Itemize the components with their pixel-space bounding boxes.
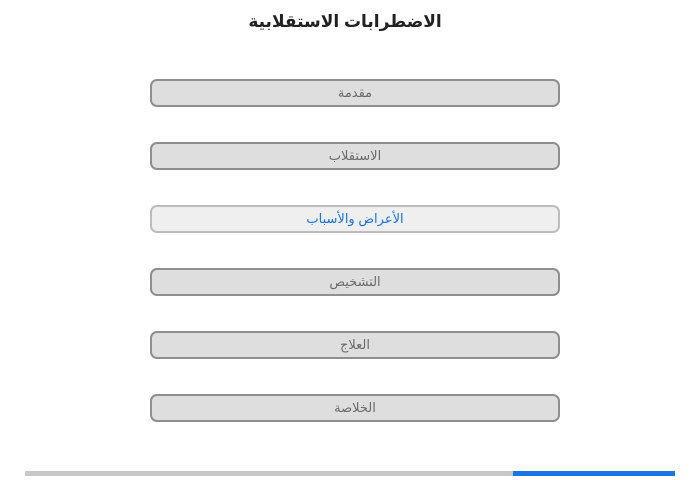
chapter-menu bbox=[150, 79, 560, 457]
menu-item-metabolism[interactable]: الاستقلاب bbox=[150, 142, 560, 170]
menu-item-diagnosis[interactable]: التشخيص bbox=[150, 268, 560, 296]
menu-item-introduction[interactable]: مقدمة bbox=[150, 79, 560, 107]
menu-item-symptoms-causes[interactable]: الأعراض والأسباب bbox=[150, 205, 560, 233]
menu-item-treatment[interactable]: العلاج bbox=[150, 331, 560, 359]
progress-bar-fill bbox=[513, 471, 676, 476]
page-title: الاضطرابات الاستقلابية bbox=[248, 12, 442, 31]
menu-item-summary[interactable]: الخلاصة bbox=[150, 394, 560, 422]
progress-bar-track bbox=[25, 471, 675, 476]
